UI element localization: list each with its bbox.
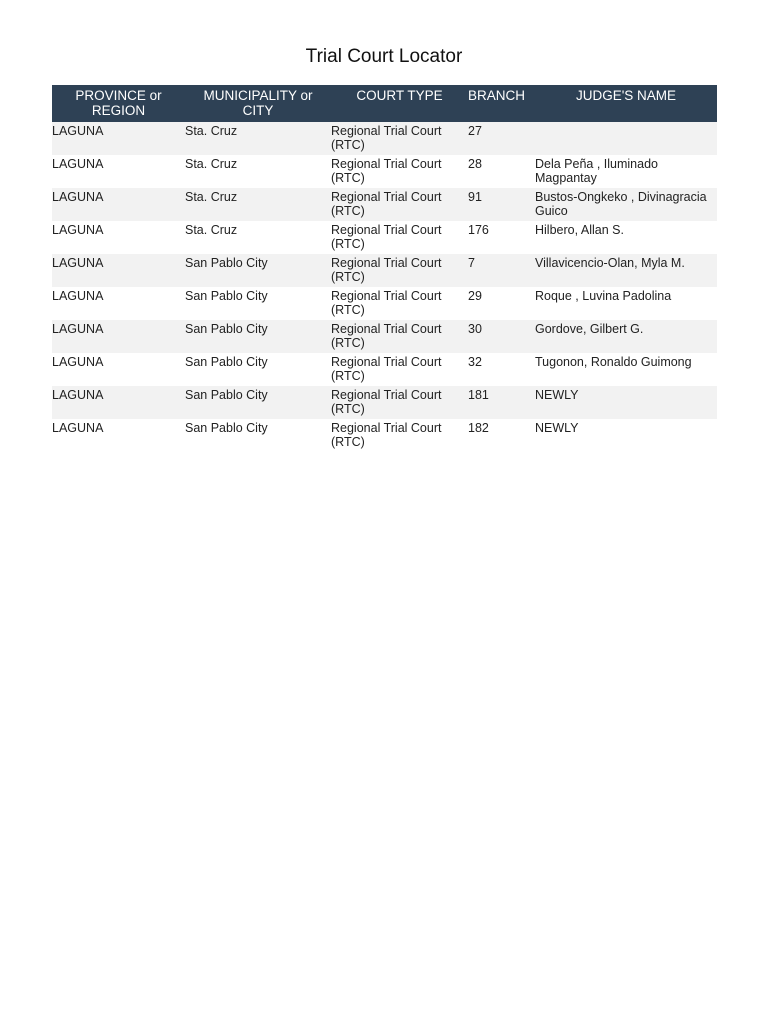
table-row bbox=[52, 287, 717, 320]
cell-judge: Roque , Luvina Padolina bbox=[535, 287, 717, 320]
cell-court-type: Regional Trial Court (RTC) bbox=[331, 320, 468, 353]
header-branch: BRANCH bbox=[468, 85, 535, 122]
cell-municipality: San Pablo City bbox=[185, 320, 331, 353]
cell-branch: 30 bbox=[468, 320, 535, 353]
cell-municipality: Sta. Cruz bbox=[185, 221, 331, 254]
table-row bbox=[52, 254, 717, 287]
cell-court-type: Regional Trial Court (RTC) bbox=[331, 287, 468, 320]
cell-judge: Bustos-Ongkeko , Divinagracia Guico bbox=[535, 188, 717, 221]
cell-judge bbox=[535, 122, 717, 155]
cell-judge: NEWLY bbox=[535, 419, 717, 452]
header-municipality: MUNICIPALITY or CITY bbox=[185, 85, 331, 122]
header-judge: JUDGE'S NAME bbox=[535, 85, 717, 122]
cell-branch: 29 bbox=[468, 287, 535, 320]
cell-judge: Tugonon, Ronaldo Guimong bbox=[535, 353, 717, 386]
cell-judge: NEWLY bbox=[535, 386, 717, 419]
cell-municipality: Sta. Cruz bbox=[185, 155, 331, 188]
cell-municipality: San Pablo City bbox=[185, 419, 331, 452]
table-row bbox=[52, 122, 717, 155]
header-row bbox=[52, 85, 717, 122]
table-row bbox=[52, 188, 717, 221]
table-row bbox=[52, 419, 717, 452]
table-row bbox=[52, 155, 717, 188]
cell-municipality: San Pablo City bbox=[185, 287, 331, 320]
cell-court-type: Regional Trial Court (RTC) bbox=[331, 122, 468, 155]
cell-branch: 32 bbox=[468, 353, 535, 386]
cell-province: LAGUNA bbox=[52, 320, 185, 353]
cell-court-type: Regional Trial Court (RTC) bbox=[331, 386, 468, 419]
table-header bbox=[52, 85, 717, 122]
cell-municipality: San Pablo City bbox=[185, 254, 331, 287]
cell-branch: 27 bbox=[468, 122, 535, 155]
table-row bbox=[52, 386, 717, 419]
cell-province: LAGUNA bbox=[52, 254, 185, 287]
cell-branch: 7 bbox=[468, 254, 535, 287]
cell-province: LAGUNA bbox=[52, 155, 185, 188]
cell-judge: Gordove, Gilbert G. bbox=[535, 320, 717, 353]
table-row bbox=[52, 221, 717, 254]
cell-court-type: Regional Trial Court (RTC) bbox=[331, 254, 468, 287]
cell-municipality: San Pablo City bbox=[185, 386, 331, 419]
cell-municipality: Sta. Cruz bbox=[185, 188, 331, 221]
table-row bbox=[52, 320, 717, 353]
cell-judge: Villavicencio-Olan, Myla M. bbox=[535, 254, 717, 287]
cell-branch: 181 bbox=[468, 386, 535, 419]
table-row bbox=[52, 353, 717, 386]
cell-judge: Dela Peña , Iluminado Magpantay bbox=[535, 155, 717, 188]
cell-province: LAGUNA bbox=[52, 221, 185, 254]
court-table bbox=[52, 85, 717, 452]
cell-branch: 182 bbox=[468, 419, 535, 452]
cell-branch: 91 bbox=[468, 188, 535, 221]
header-province: PROVINCE or REGION bbox=[52, 85, 185, 122]
header-court-type: COURT TYPE bbox=[331, 85, 468, 122]
cell-province: LAGUNA bbox=[52, 386, 185, 419]
cell-province: LAGUNA bbox=[52, 287, 185, 320]
cell-municipality: San Pablo City bbox=[185, 353, 331, 386]
cell-judge: Hilbero, Allan S. bbox=[535, 221, 717, 254]
cell-court-type: Regional Trial Court (RTC) bbox=[331, 188, 468, 221]
table-body bbox=[52, 122, 717, 452]
cell-branch: 176 bbox=[468, 221, 535, 254]
cell-province: LAGUNA bbox=[52, 353, 185, 386]
cell-province: LAGUNA bbox=[52, 122, 185, 155]
cell-court-type: Regional Trial Court (RTC) bbox=[331, 221, 468, 254]
cell-municipality: Sta. Cruz bbox=[185, 122, 331, 155]
cell-province: LAGUNA bbox=[52, 188, 185, 221]
cell-branch: 28 bbox=[468, 155, 535, 188]
cell-court-type: Regional Trial Court (RTC) bbox=[331, 155, 468, 188]
cell-court-type: Regional Trial Court (RTC) bbox=[331, 353, 468, 386]
cell-province: LAGUNA bbox=[52, 419, 185, 452]
page-title: Trial Court Locator bbox=[305, 46, 463, 67]
cell-court-type: Regional Trial Court (RTC) bbox=[331, 419, 468, 452]
